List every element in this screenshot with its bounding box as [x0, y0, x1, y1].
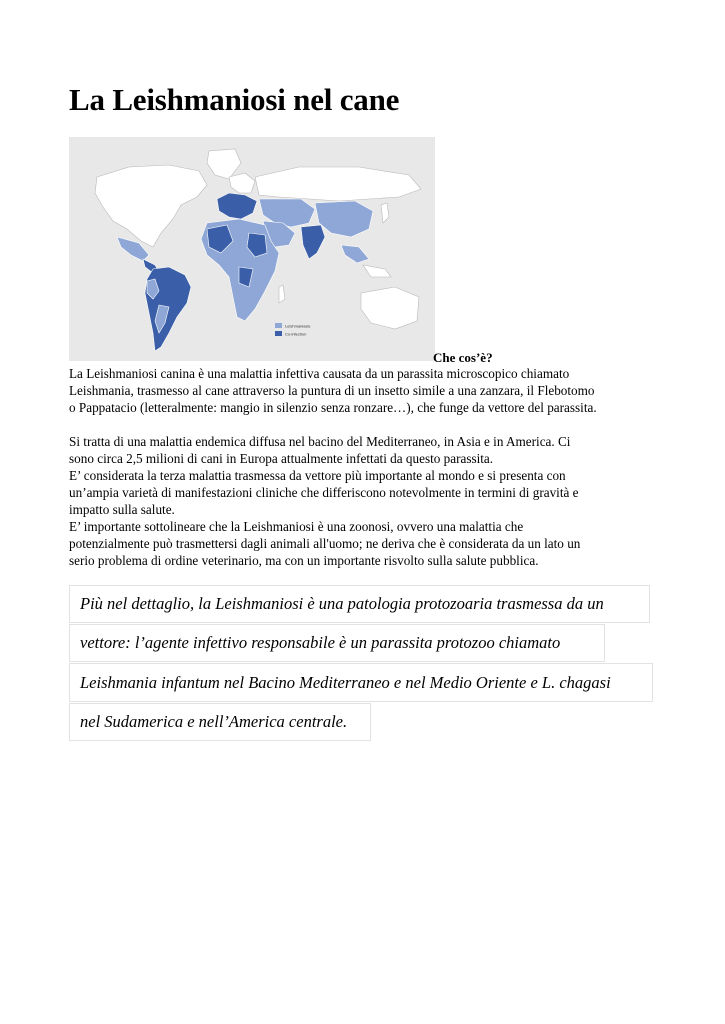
- paragraph-2: [69, 433, 669, 569]
- text-line: sono circa 2,5 milioni di cani in Europa attualmente infettati da questo parassita.: [69, 451, 494, 466]
- legend-label-coinfection: Co-infection: [285, 331, 307, 337]
- quote-line-3: Leishmania infantum nel Bacino Mediterraneo e nel Medio Oriente e L. chagasi: [69, 663, 653, 702]
- text-line: E’ importante sottolineare che la Leishmaniosi è una zoonosi, ovvero una malattia che: [69, 519, 524, 534]
- text-line: serio problema di ordine veterinario, ma con un importante risvolto sulla salute pubblica.: [69, 553, 539, 568]
- text-line: o Pappatacio (letteralmente: mangio in silenzio senza ronzare…), che funge da vettore del parassita.: [69, 400, 597, 415]
- paragraph-1: [69, 365, 669, 416]
- quote-line-4: nel Sudamerica e nell’America centrale.: [69, 703, 371, 741]
- text-line: potenzialmente può trasmettersi dagli animali all'uomo; ne deriva che è considerata da un lato un: [69, 536, 581, 551]
- page-title: La Leishmaniosi nel cane: [69, 82, 400, 117]
- text-line: Leishmania, trasmesso al cane attraverso la puntura di un insetto simile a una zanzara, il Flebotomo: [69, 383, 595, 398]
- text-line: Si tratta di una malattia endemica diffusa nel bacino del Mediterraneo, in Asia e in America. Ci: [69, 434, 571, 449]
- world-map-graphic: [69, 137, 435, 361]
- quote-line-2: vettore: l’agente infettivo responsabile è un parassita protozoo chiamato: [69, 624, 605, 662]
- quote-line-1: Più nel dettaglio, la Leishmaniosi è una patologia protozoaria trasmessa da un: [69, 585, 650, 623]
- text-line: impatto sulla salute.: [69, 502, 175, 517]
- body-text: [69, 365, 669, 569]
- text-line: un’ampia varietà di manifestazioni cliniche che differiscono notevolmente in termini di gravità e: [69, 485, 579, 500]
- text-line: E’ considerata la terza malattia trasmessa da vettore più importante al mondo e si presenta con: [69, 468, 566, 483]
- section-heading: Che cos’è?: [433, 350, 493, 365]
- legend-label-leishmaniasis: Leishmaniasis: [285, 323, 311, 329]
- text-line: La Leishmaniosi canina è una malattia infettiva causata da un parassita microscopico chiamato: [69, 366, 570, 381]
- world-map-image: [69, 137, 435, 361]
